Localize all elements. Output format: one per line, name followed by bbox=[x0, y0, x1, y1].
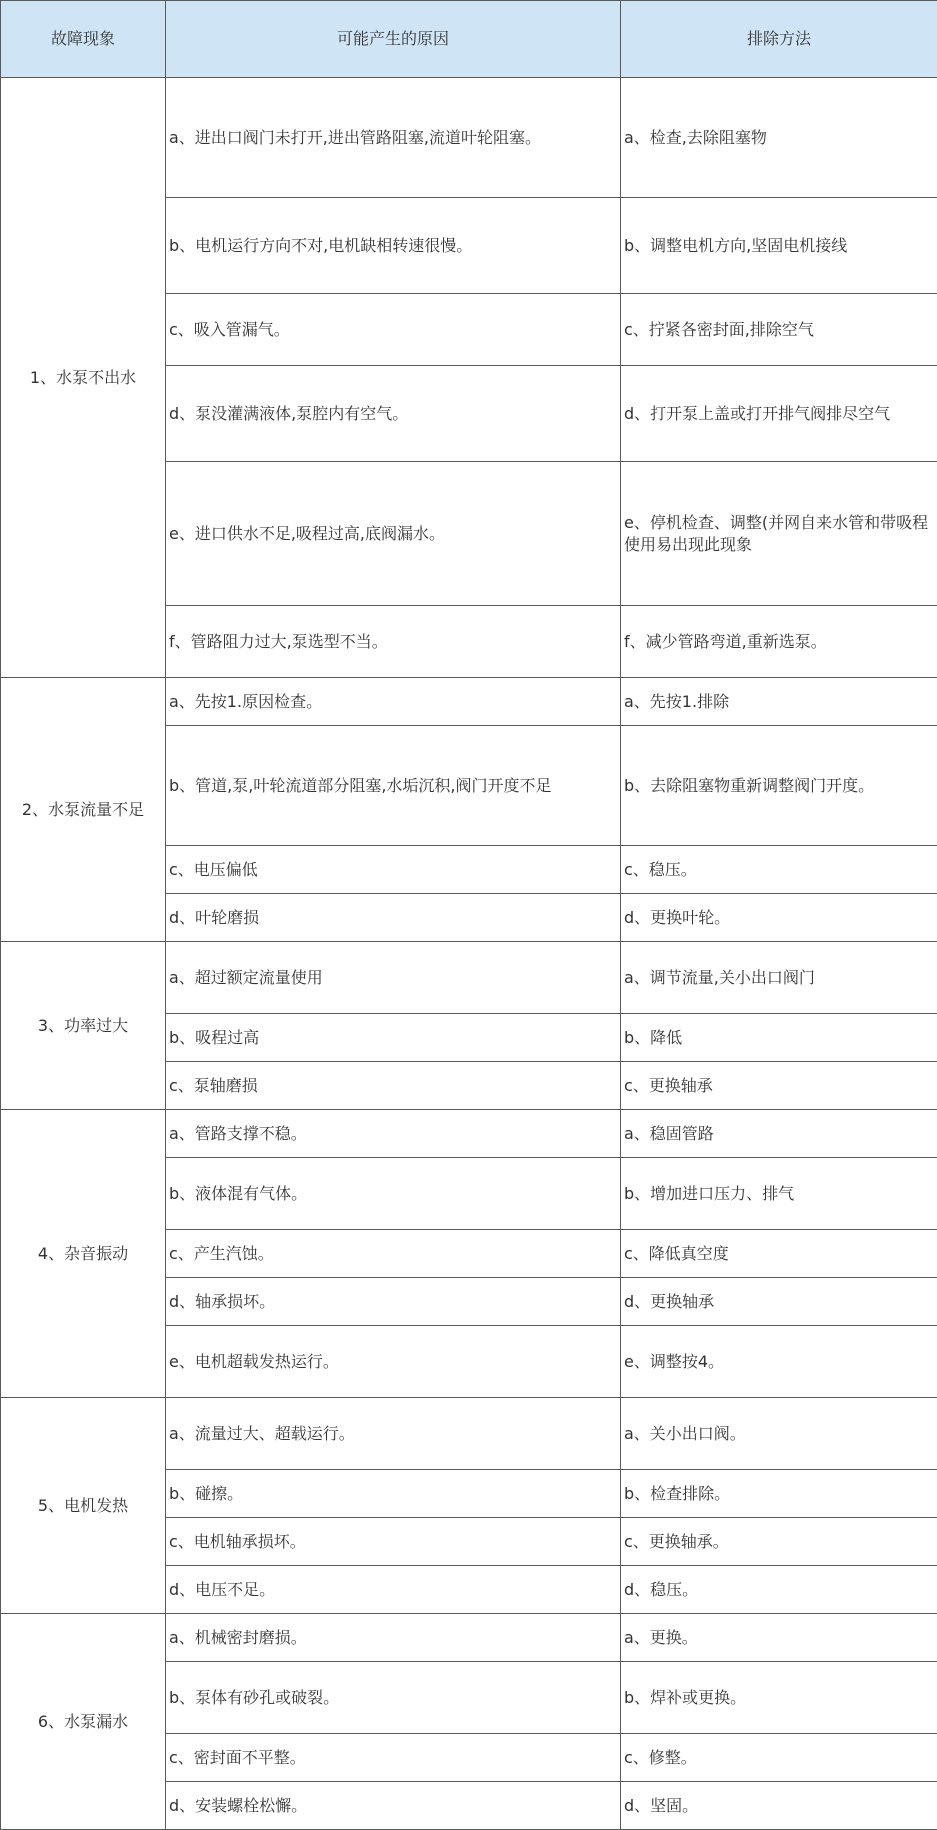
fix-cell: b、去除阻塞物重新调整阀门开度。 bbox=[621, 726, 937, 846]
cause-cell: d、安装螺栓松懈。 bbox=[166, 1782, 621, 1830]
fix-cell: c、更换轴承。 bbox=[621, 1518, 937, 1566]
symptom-cell: 5、电机发热 bbox=[1, 1398, 166, 1614]
fix-cell: a、先按1.排除 bbox=[621, 678, 937, 726]
fix-cell: c、降低真空度 bbox=[621, 1230, 937, 1278]
fix-cell: e、调整按4。 bbox=[621, 1326, 937, 1398]
fix-cell: b、调整电机方向,坚固电机接线 bbox=[621, 198, 937, 294]
fix-cell: c、更换轴承 bbox=[621, 1062, 937, 1110]
cause-cell: e、电机超载发热运行。 bbox=[166, 1326, 621, 1398]
fix-cell: e、停机检查、调整(并网自来水管和带吸程使用易出现此现象 bbox=[621, 462, 937, 606]
cause-cell: a、流量过大、超载运行。 bbox=[166, 1398, 621, 1470]
header-row bbox=[1, 1, 937, 78]
table-row bbox=[1, 1614, 937, 1662]
symptom-cell: 1、水泵不出水 bbox=[1, 78, 166, 678]
fix-cell: c、修整。 bbox=[621, 1734, 937, 1782]
fix-cell: a、关小出口阀。 bbox=[621, 1398, 937, 1470]
table-row bbox=[1, 678, 937, 726]
fix-cell: d、更换轴承 bbox=[621, 1278, 937, 1326]
fix-cell: a、检查,去除阻塞物 bbox=[621, 78, 937, 198]
cause-cell: d、叶轮磨损 bbox=[166, 894, 621, 942]
fix-cell: c、拧紧各密封面,排除空气 bbox=[621, 294, 937, 366]
table-row bbox=[1, 1398, 937, 1470]
fix-cell: b、降低 bbox=[621, 1014, 937, 1062]
cause-cell: d、轴承损坏。 bbox=[166, 1278, 621, 1326]
cause-cell: f、管路阻力过大,泵选型不当。 bbox=[166, 606, 621, 678]
fix-cell: d、稳压。 bbox=[621, 1566, 937, 1614]
table-row bbox=[1, 78, 937, 198]
header-symptom: 故障现象 bbox=[1, 1, 166, 78]
symptom-cell: 4、杂音振动 bbox=[1, 1110, 166, 1398]
cause-cell: b、泵体有砂孔或破裂。 bbox=[166, 1662, 621, 1734]
cause-cell: c、电机轴承损坏。 bbox=[166, 1518, 621, 1566]
cause-cell: d、泵没灌满液体,泵腔内有空气。 bbox=[166, 366, 621, 462]
symptom-cell: 2、水泵流量不足 bbox=[1, 678, 166, 942]
fix-cell: a、更换。 bbox=[621, 1614, 937, 1662]
cause-cell: b、吸程过高 bbox=[166, 1014, 621, 1062]
fix-cell: b、增加进口压力、排气 bbox=[621, 1158, 937, 1230]
cause-cell: b、电机运行方向不对,电机缺相转速很慢。 bbox=[166, 198, 621, 294]
table-row bbox=[1, 942, 937, 1014]
fix-cell: d、打开泵上盖或打开排气阀排尽空气 bbox=[621, 366, 937, 462]
symptom-cell: 6、水泵漏水 bbox=[1, 1614, 166, 1830]
table-row bbox=[1, 1110, 937, 1158]
fix-cell: a、稳固管路 bbox=[621, 1110, 937, 1158]
cause-cell: c、吸入管漏气。 bbox=[166, 294, 621, 366]
cause-cell: c、密封面不平整。 bbox=[166, 1734, 621, 1782]
cause-cell: b、管道,泵,叶轮流道部分阻塞,水垢沉积,阀门开度不足 bbox=[166, 726, 621, 846]
cause-cell: b、碰擦。 bbox=[166, 1470, 621, 1518]
fix-cell: c、稳压。 bbox=[621, 846, 937, 894]
cause-cell: a、进出口阀门未打开,进出管路阻塞,流道叶轮阻塞。 bbox=[166, 78, 621, 198]
cause-cell: c、泵轴磨损 bbox=[166, 1062, 621, 1110]
cause-cell: a、先按1.原因检查。 bbox=[166, 678, 621, 726]
fix-cell: b、焊补或更换。 bbox=[621, 1662, 937, 1734]
cause-cell: d、电压不足。 bbox=[166, 1566, 621, 1614]
cause-cell: e、进口供水不足,吸程过高,底阀漏水。 bbox=[166, 462, 621, 606]
symptom-cell: 3、功率过大 bbox=[1, 942, 166, 1110]
fix-cell: d、更换叶轮。 bbox=[621, 894, 937, 942]
fix-cell: d、坚固。 bbox=[621, 1782, 937, 1830]
fix-cell: b、检查排除。 bbox=[621, 1470, 937, 1518]
cause-cell: c、产生汽蚀。 bbox=[166, 1230, 621, 1278]
cause-cell: a、管路支撑不稳。 bbox=[166, 1110, 621, 1158]
cause-cell: a、超过额定流量使用 bbox=[166, 942, 621, 1014]
header-cause: 可能产生的原因 bbox=[166, 1, 621, 78]
header-method: 排除方法 bbox=[621, 1, 937, 78]
cause-cell: a、机械密封磨损。 bbox=[166, 1614, 621, 1662]
cause-cell: b、液体混有气体。 bbox=[166, 1158, 621, 1230]
cause-cell: c、电压偏低 bbox=[166, 846, 621, 894]
fix-cell: f、减少管路弯道,重新选泵。 bbox=[621, 606, 937, 678]
fix-cell: a、调节流量,关小出口阀门 bbox=[621, 942, 937, 1014]
